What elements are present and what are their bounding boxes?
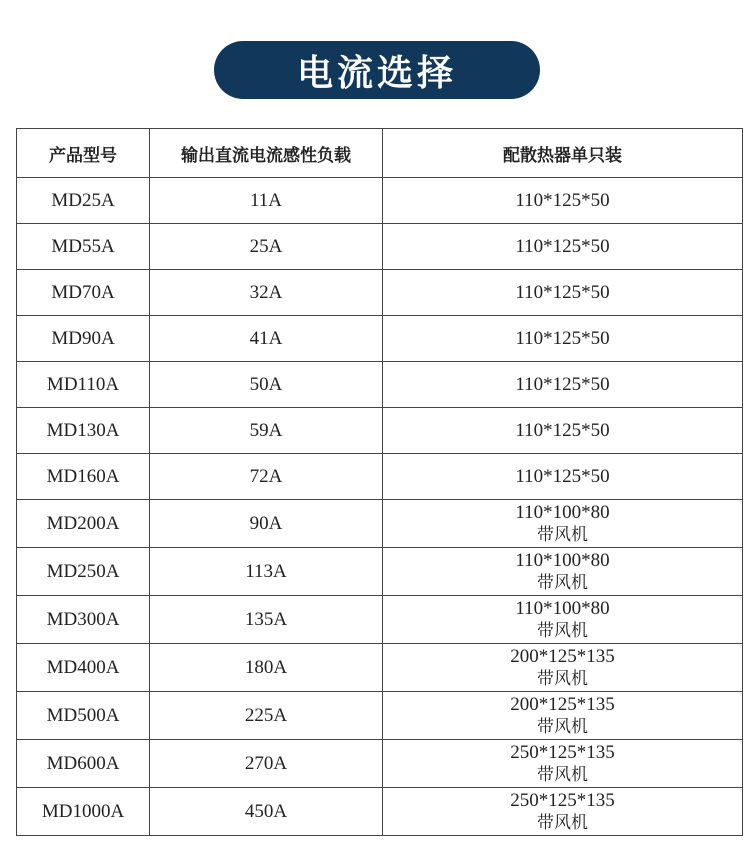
- heatsink-cell: [383, 500, 743, 548]
- fan-note: 带风机: [537, 764, 588, 785]
- table-row: [17, 740, 743, 788]
- table-row: [17, 596, 743, 644]
- current-cell: 180A: [150, 644, 383, 692]
- fan-note: 带风机: [537, 716, 588, 737]
- title-banner: [214, 41, 540, 99]
- heatsink-cell: 110*125*50: [383, 178, 743, 224]
- model-cell: MD500A: [17, 692, 150, 740]
- current-cell: 50A: [150, 362, 383, 408]
- heatsink-cell: 110*125*50: [383, 224, 743, 270]
- fan-note: 带风机: [537, 620, 588, 641]
- table-row: [17, 692, 743, 740]
- table-row: [17, 224, 743, 270]
- heatsink-dimensions: 250*125*135: [510, 789, 615, 811]
- current-cell: 113A: [150, 548, 383, 596]
- heatsink-cell: 110*125*50: [383, 316, 743, 362]
- table-row: [17, 362, 743, 408]
- current-cell: 32A: [150, 270, 383, 316]
- current-cell: 25A: [150, 224, 383, 270]
- current-cell: 90A: [150, 500, 383, 548]
- header-model: 产品型号: [17, 129, 150, 178]
- model-cell: MD300A: [17, 596, 150, 644]
- fan-note: 带风机: [537, 524, 588, 545]
- heatsink-cell: 110*125*50: [383, 270, 743, 316]
- heatsink-cell: 110*125*50: [383, 362, 743, 408]
- model-cell: MD130A: [17, 408, 150, 454]
- model-cell: MD110A: [17, 362, 150, 408]
- model-cell: MD90A: [17, 316, 150, 362]
- table-header-row: [17, 129, 743, 178]
- heatsink-cell: [383, 644, 743, 692]
- table-row: [17, 788, 743, 836]
- fan-note: 带风机: [537, 572, 588, 593]
- heatsink-dimensions: 110*100*80: [515, 597, 610, 619]
- model-cell: MD600A: [17, 740, 150, 788]
- model-cell: MD25A: [17, 178, 150, 224]
- table-row: [17, 408, 743, 454]
- model-cell: MD250A: [17, 548, 150, 596]
- current-cell: 270A: [150, 740, 383, 788]
- table-row: [17, 316, 743, 362]
- current-cell: 59A: [150, 408, 383, 454]
- page-title: 电流选择: [296, 52, 457, 94]
- heatsink-dimensions: 200*125*135: [510, 693, 615, 715]
- heatsink-cell: [383, 548, 743, 596]
- heatsink-cell: 110*125*50: [383, 408, 743, 454]
- table-body: [17, 178, 743, 836]
- heatsink-dimensions: 250*125*135: [510, 741, 615, 763]
- heatsink-cell: [383, 596, 743, 644]
- table-row: [17, 178, 743, 224]
- model-cell: MD200A: [17, 500, 150, 548]
- heatsink-cell: [383, 788, 743, 836]
- model-cell: MD160A: [17, 454, 150, 500]
- heatsink-dimensions: 200*125*135: [510, 645, 615, 667]
- header-heatsink: 配散热器单只装: [383, 129, 743, 178]
- table-row: [17, 270, 743, 316]
- heatsink-dimensions: 110*100*80: [515, 501, 610, 523]
- current-cell: 72A: [150, 454, 383, 500]
- heatsink-cell: [383, 692, 743, 740]
- model-cell: MD1000A: [17, 788, 150, 836]
- model-cell: MD55A: [17, 224, 150, 270]
- current-cell: 11A: [150, 178, 383, 224]
- heatsink-cell: 110*125*50: [383, 454, 743, 500]
- current-cell: 135A: [150, 596, 383, 644]
- header-current: 输出直流电流感性负载: [150, 129, 383, 178]
- table-row: [17, 644, 743, 692]
- table-row: [17, 500, 743, 548]
- heatsink-dimensions: 110*100*80: [515, 549, 610, 571]
- model-cell: MD70A: [17, 270, 150, 316]
- fan-note: 带风机: [537, 668, 588, 689]
- current-cell: 41A: [150, 316, 383, 362]
- current-cell: 450A: [150, 788, 383, 836]
- current-selection-table: [16, 128, 743, 836]
- table-row: [17, 454, 743, 500]
- model-cell: MD400A: [17, 644, 150, 692]
- table-row: [17, 548, 743, 596]
- heatsink-cell: [383, 740, 743, 788]
- fan-note: 带风机: [537, 812, 588, 833]
- current-cell: 225A: [150, 692, 383, 740]
